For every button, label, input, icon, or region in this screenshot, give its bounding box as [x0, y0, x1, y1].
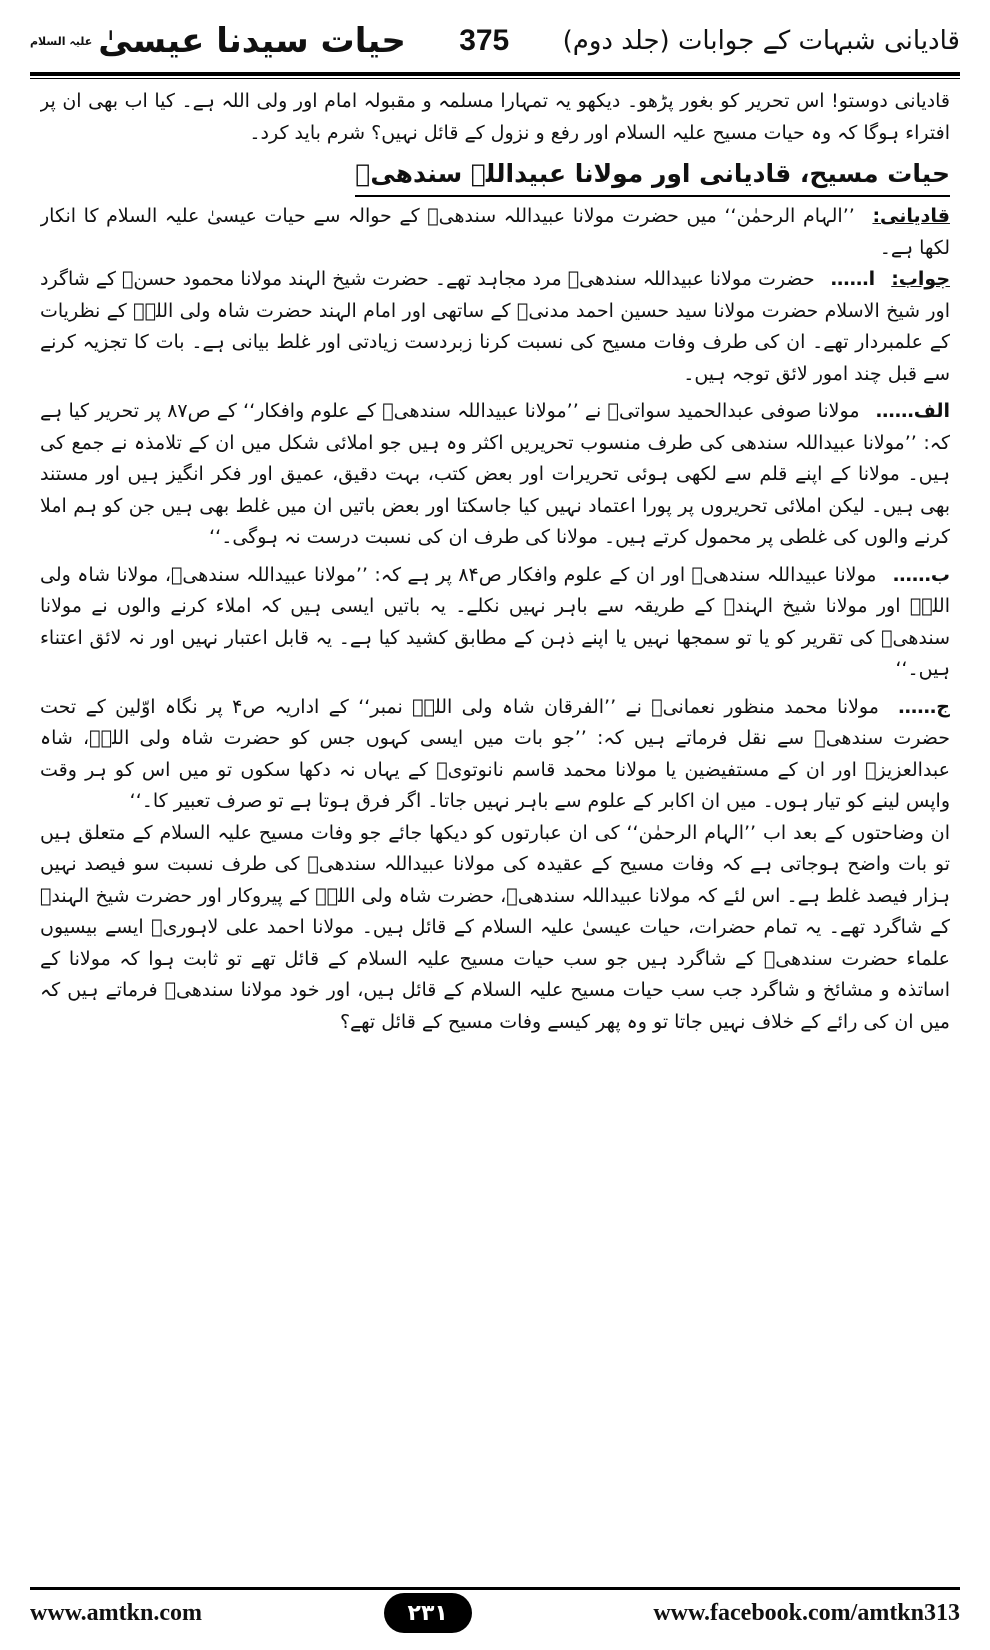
- jawab-text: حضرت مولانا عبیداللہ سندھیؒ مرد مجاہد تھے۔ حضرت شیخ الہند مولانا محمود حسنؒ کے شاگرد اور شیخ الاسلام حضرت مولانا سید حسین احمد مدنیؒ کے ساتھی اور امام الہند حضرت شاہ ولی اللہؒ کے نظریات کے علمبردار تھے۔ ان کی طرف وفات مسیح کی نسبت کرنا زبردست زیادتی اور غلط بیانی ہے۔ بات کا تجزیہ کرنے سے قبل چند امور لائق توجہ ہیں۔: [40, 268, 950, 385]
- section-heading-wrap: [40, 149, 950, 201]
- footer-website-link[interactable]: www.amtkn.com: [30, 1599, 202, 1626]
- jeem-marker: ج……: [898, 695, 950, 718]
- header-page-number: 375: [459, 24, 510, 57]
- footer-facebook-link[interactable]: www.facebook.com/amtkn313: [653, 1599, 960, 1626]
- alif-paragraph: [40, 396, 950, 554]
- header-subtitle: قادیانی شبہات کے جوابات (جلد دوم): [562, 26, 960, 56]
- bay-paragraph: [40, 560, 950, 686]
- page-body: [40, 86, 950, 1568]
- qadiani-paragraph: [40, 201, 950, 264]
- qadiani-text: ’’الہام الرحمٰن‘‘ میں حضرت مولانا عبیداللہ سندھیؒ کے حوالہ سے حیات عیسیٰ علیہ السلام کا انکار لکھا ہے۔: [40, 205, 950, 259]
- bay-marker: ب……: [892, 563, 950, 586]
- jawab-paragraph: [40, 264, 950, 390]
- alif-text: مولانا صوفی عبدالحمید سواتیؒ نے ’’مولانا عبیداللہ سندھیؒ کے علوم وافکار‘‘ کے ص۸۷ پر تحریر کیا ہے کہ: ’’مولانا عبیداللہ سندھی کی طرف منسوب تحریریں اکثر وہ ہیں جو املائی شکل میں ان کے تلامذہ نے جمع کی ہیں۔ مولانا کے اپنے قلم سے لکھی ہوئی تحریرات اور بعض کتب، بہت دقیق، عمیق اور فکر انگیز ہیں اور مستند بھی ہیں۔ لیکن املائی تحریروں پر پورا اعتماد نہیں کیا جاسکتا اور بعض باتیں ان میں غلط بھی ہیں جن کو ہم املا کرنے والوں کی غلطی پر محمول کرتے ہیں۔ مولانا کی طرف ان کی نسبت درست نہ ہوگی۔‘‘: [40, 400, 950, 548]
- alif-marker: الف……: [875, 400, 950, 422]
- header-rule-thin: [30, 78, 960, 79]
- header-rule: [30, 72, 960, 76]
- header-book-title-group: [30, 21, 406, 61]
- jawab-label: جواب:: [891, 268, 950, 290]
- footer-page-badge: ۲۳۱: [384, 1593, 472, 1633]
- conclusion-paragraph: ان وضاحتوں کے بعد اب ’’الہام الرحمٰن‘‘ کی ان عبارتوں کو دیکھا جائے جو وفات مسیح علیہ السلام کے متعلق ہیں تو بات واضح ہوجاتی ہے کہ وفات مسیح کے عقیدہ کی مولانا عبیداللہ سندھیؒ کی طرف نسبت سو فیصد نہیں ہزار فیصد غلط ہے۔ اس لئے کہ مولانا عبیداللہ سندھیؒ، حضرت شاہ ولی اللہؒ کے پیروکار اور حضرت شیخ الہندؒ کے شاگرد تھے۔ یہ تمام حضرات، حیات عیسیٰ علیہ السلام کے قائل ہیں۔ مولانا احمد علی لاہوریؒ ایسے بیسیوں علماء حضرت سندھیؒ کے شاگرد ہیں جو سب حیات مسیح علیہ السلام کے قائل تھے تو ثابت ہوا کہ مولانا کے اساتذہ و مشائخ و شاگرد جب سب حیات مسیح علیہ السلام کے قائل ہیں، اور خود مولانا سندھیؒ فرماتے ہیں کہ میں ان کی رائے کے خلاف نہیں جاتا تو وہ پھر کیسے وفات مسیح کے قائل تھے؟: [40, 821, 950, 1033]
- footer-rule: [30, 1587, 960, 1590]
- bay-text: مولانا عبیداللہ سندھیؒ اور ان کے علوم وافکار ص۸۴ پر ہے کہ: ’’مولانا عبیداللہ سندھیؒ، مولانا شاہ ولی اللہؒ اور مولانا شیخ الہندؒ کے طریقہ سے باہر نہیں نکلے۔ یہ باتیں ایسی ہیں کہ املاء کرنے والوں نے مولانا سندھیؒ کی تقریر کو یا تو سمجھا نہیں یا اپنے ذہن کے مطابق کشید کیا ہے۔ یہ قابل اعتبار نہیں اور نہ لائق اعتناء ہیں۔‘‘: [40, 563, 950, 680]
- section-heading: حیات مسیح، قادیانی اور مولانا عبیداللہ سندھیؒ: [355, 153, 950, 197]
- page-footer: [30, 1594, 960, 1632]
- jeem-paragraph: [40, 692, 950, 818]
- header-honorific: علیہ السلام: [30, 34, 93, 48]
- intro-paragraph: قادیانی دوستو! اس تحریر کو بغور پڑھو۔ دیکھو یہ تمہارا مسلمہ و مقبولہ امام اور ولی اللہ ہے۔ کیا اب بھی ان پر افتراء ہوگا کہ وہ حیات مسیح علیہ السلام اور رفع و نزول کے قائل نہیں؟ شرم باید کرد۔: [40, 90, 950, 144]
- jawab-marker: ا……: [830, 268, 876, 290]
- page-header: [30, 12, 960, 70]
- jeem-text: مولانا محمد منظور نعمانیؒ نے ’’الفرقان شاہ ولی اللہؒ نمبر‘‘ کے اداریہ ص۴ پر نگاہ اوّلین کے تحت حضرت سندھیؒ سے نقل فرماتے ہیں کہ: ’’جو بات میں ایسی کہوں جس کو حضرت شاہ ولی اللہؒ، شاہ عبدالعزیزؒ اور ان کے مستفیضین یا مولانا محمد قاسم نانوتویؒ کے یہاں نہ دکھا سکوں تو میں اس کو ہر وقت واپس لینے کو تیار ہوں۔ میں ان اکابر کے علوم سے باہر نہیں جاتا۔ اگر فرق ہوتا ہے تو صرف تعبیر کا۔‘‘: [40, 695, 950, 812]
- qadiani-label: قادیانی:: [872, 205, 950, 227]
- header-book-title: حیات سیدنا عیسیٰ: [98, 21, 406, 61]
